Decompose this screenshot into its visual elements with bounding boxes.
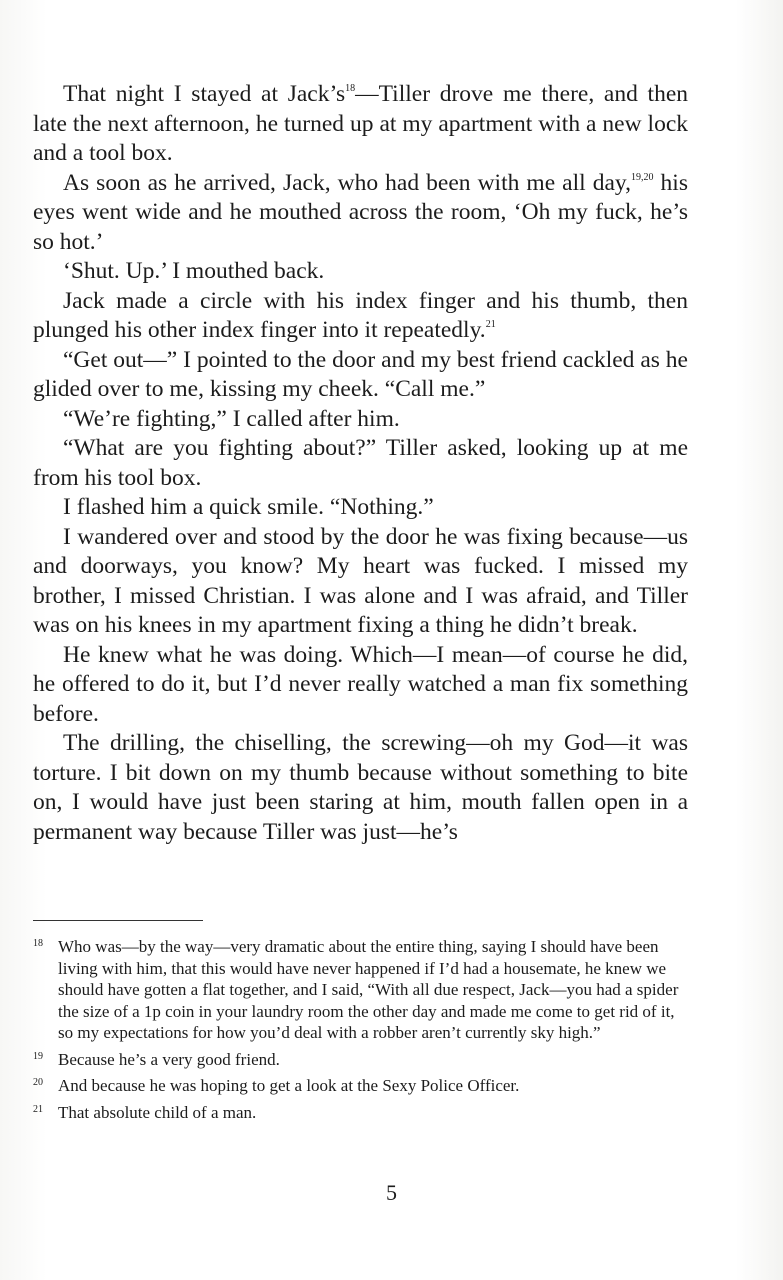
footnote-number: 18 xyxy=(33,938,43,949)
paragraph: ‘Shut. Up.’ I mouthed back. xyxy=(63,258,325,284)
paragraph: “What are you fighting about?” Tiller asked, looking up at me from his tool box. xyxy=(33,435,688,491)
footnote-text: Because he’s a very good friend. xyxy=(58,1049,280,1069)
footnote-text: That absolute child of a man. xyxy=(58,1102,257,1122)
footnote xyxy=(33,936,688,1044)
footnotes xyxy=(33,936,688,1128)
footnote xyxy=(33,1075,688,1097)
paragraph: He knew what he was doing. Which—I mean—of course he did, he offered to do it, but I’d never really watched a man fix something before. xyxy=(33,641,688,727)
paragraph: I wandered over and stood by the door he was fixing because—us and doorways, you know? My heart was fucked. I missed my brother, I missed Christian. I was alone and I was afraid, and Tiller was on his knees in my apartment fixing a thing he didn’t break. xyxy=(33,523,688,638)
paragraph: “We’re fighting,” I called after him. xyxy=(63,405,400,432)
footnote-divider xyxy=(33,920,203,921)
footnote xyxy=(33,1049,688,1071)
footnote-text: Who was—by the way—very dramatic about the entire thing, saying I should have been living with him, that this would have never happened if I’d had a housemate, he knew we should have gotten a flat together, and I said, “With all due respect, Jack—you had a spider the size of a 1p coin in your laundry room the other day and made me come to get rid of it, so my expectations for how you’d deal with a robber aren’t currently sky high.” xyxy=(58,937,679,1042)
paragraph: As soon as he arrived, Jack, who had been with me all day,$^{19,20}$ his eyes went wide and he mouthed across the room, ‘Oh my fuck, he’s so hot.’ xyxy=(33,169,688,255)
paragraph: I flashed him a quick smile. “Nothing.” xyxy=(63,494,434,520)
footnote-number: 20 xyxy=(33,1077,43,1088)
paragraph: The drilling, the chiselling, the screwing—oh my God—it was torture. I bit down on my thumb because without something to bite on, I would have just been staring at him, mouth fallen open in a permanent way because Tiller was just—he’s xyxy=(33,730,688,845)
footnote-ref: 19,20 xyxy=(631,171,654,183)
footnote-ref: 21 xyxy=(485,319,496,330)
footnote xyxy=(33,1102,688,1124)
body-text xyxy=(33,80,688,847)
footnote-ref: 18 xyxy=(345,83,356,94)
page-number: 5 xyxy=(386,1180,397,1205)
paragraph: Jack made a circle with his index finger and his thumb, then plunged his other index finger into it repeatedly.$^{21}$ xyxy=(33,287,688,343)
footnote-number: 19 xyxy=(33,1050,43,1062)
paragraph: That night I stayed at $Jack’s^{18}—Tiller$ drove me there, and then late the next afternoon, he turned up at my apartment with a new lock and a tool box. xyxy=(33,81,688,166)
footnote-number: 21 xyxy=(33,1103,43,1115)
footnote-text: And because he was hoping to get a look at the Sexy Police Officer. xyxy=(58,1076,520,1095)
paragraph: “Get out—” I pointed to the door and my best friend cackled as he glided over to me, kissing my cheek. “Call me.” xyxy=(33,346,688,402)
